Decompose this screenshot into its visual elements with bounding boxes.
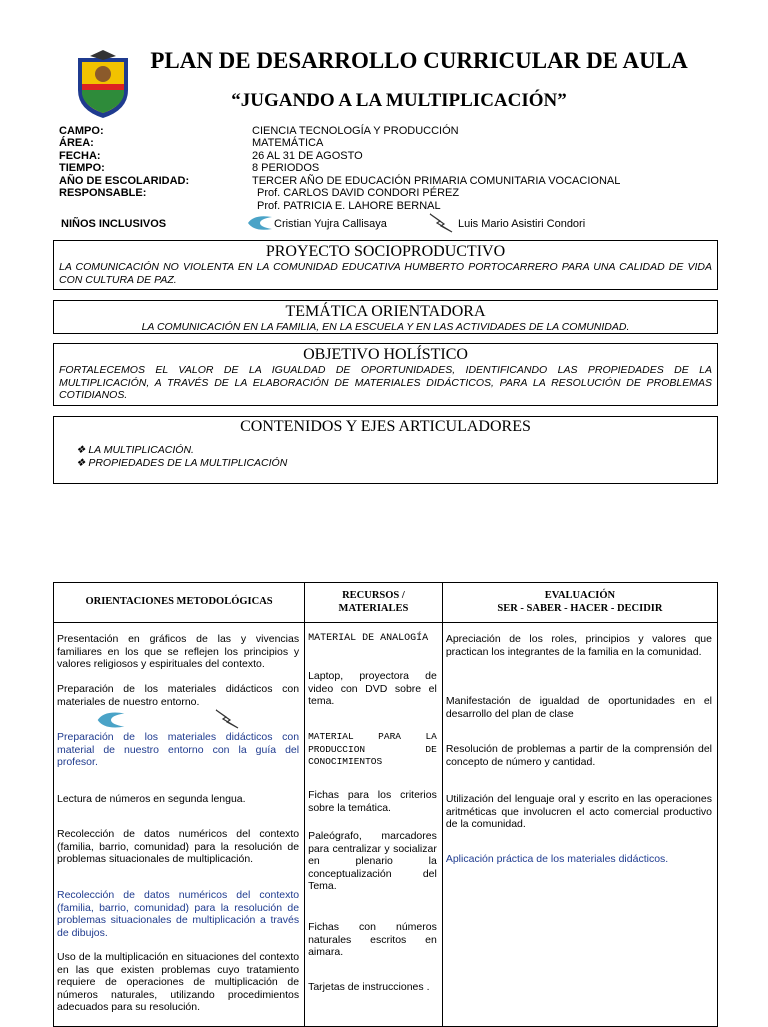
lightning-icon (214, 708, 240, 730)
header-recursos: RECURSOS / MATERIALES (305, 583, 443, 623)
anio-value: TERCER AÑO DE EDUCACIÓN PRIMARIA COMUNITARIA VOCACIONAL (252, 175, 621, 187)
recurso-2: Laptop, proyectora de video con DVD sobre el tema. (308, 670, 437, 707)
planning-table (53, 582, 718, 1027)
proyecto-text: LA COMUNICACIÓN NO VIOLENTA EN LA COMUNIDAD EDUCATIVA HUMBERTO PORTOCARRERO PARA UNA CALIDAD DE VIDA CON CULTURA DE PAZ. (59, 261, 712, 286)
evaluacion-3: Resolución de problemas a partir de la comprensión del concepto de número y cantidad. (445, 743, 712, 768)
tematica-text: LA COMUNICACIÓN EN LA FAMILIA, EN LA ESCUELA Y EN LAS ACTIVIDADES DE LA COMUNIDAD. (141, 321, 630, 333)
area-value: MATEMÁTICA (252, 137, 324, 149)
orientacion-4: Lectura de números en segunda lengua. (57, 793, 246, 805)
responsable-value-2: Prof. PATRICIA E. LAHORE BERNAL (257, 200, 441, 212)
area-label: ÁREA: (59, 137, 94, 149)
recurso-4: Fichas para los criterios sobre la temática. (308, 789, 437, 814)
recurso-3: MATERIAL PARA LA PRODUCCION DE CONOCIMIENTOS (308, 731, 437, 767)
evaluacion-4: Utilización del lenguaje oral y escrito en las operaciones aritméticas que involucren el acto comercial productivo de la comunidad. (445, 793, 712, 830)
orientacion-1: Presentación en gráficos de las y vivencias familiares en los que se reflejen los principios y valores religiosos y espirituales del contexto. (57, 633, 300, 670)
recurso-5: Paleógrafo, marcadores para centralizar y socializar en plenario la conceptualización del Tema. (308, 830, 437, 892)
responsable-value-1: Prof. CARLOS DAVID CONDORI PÉREZ (257, 187, 460, 199)
orientacion-7: Uso de la multiplicación en situaciones del contexto en las que existen problemas cuyo tratamiento requiere de operaciones de multiplicación de números naturales, utilizando procedimientos adecuados para su resolución. (57, 951, 300, 1013)
recurso-6: Fichas con números naturales escritos en aimara. (308, 921, 437, 958)
tematica-box (53, 300, 718, 334)
header-orientaciones: ORIENTACIONES METODOLÓGICAS (54, 583, 305, 623)
table-row (54, 623, 718, 1027)
table-header-row (54, 583, 718, 623)
orientacion-2: Preparación de los materiales didácticos con materiales de nuestro entorno. (57, 683, 300, 708)
recurso-1: MATERIAL DE ANALOGÍA (308, 633, 429, 644)
proyecto-heading: PROYECTO SOCIOPRODUCTIVO (265, 243, 506, 260)
tiempo-label: TIEMPO: (59, 162, 105, 174)
recurso-7: Tarjetas de instrucciones . (308, 981, 430, 993)
page-title: PLAN DE DESARROLLO CURRICULAR DE AULA (150, 48, 688, 73)
objetivo-box (53, 343, 718, 406)
moon-icon (246, 214, 274, 232)
fecha-label: FECHA: (59, 150, 101, 162)
campo-value: CIENCIA TECNOLOGÍA Y PRODUCCIÓN (252, 125, 459, 137)
contenido-item: ❖ PROPIEDADES DE LA MULTIPLICACIÓN (76, 456, 288, 469)
nino-2: Luis Mario Asistiri Condori (458, 218, 586, 230)
orientacion-6: Recolección de datos numéricos del contexto (familia, barrio, comunidad) para la resolución de problemas situacionales de multiplicación a través de dibujos. (57, 889, 300, 939)
orientaciones-cell (54, 623, 305, 1027)
evaluacion-2: Manifestación de igualdad de oportunidades en el desarrollo del plan de clase (445, 695, 712, 720)
page-subtitle: “JUGANDO A LA MULTIPLICACIÓN” (231, 90, 567, 111)
objetivo-text: FORTALECEMOS EL VALOR DE LA IGUALDAD DE OPORTUNIDADES, IDENTIFICANDO LAS PROPIEDADES DE LA MULTIPLICACIÓN, A TRAVÉS DE LA ELABORACIÓN DE MATERIALES DIDÁCTICOS, PARA LA RESOLUCIÓN DE PROBLEMAS COTIDIANOS. (59, 364, 712, 401)
evaluacion-1: Apreciación de los roles, principios y valores que practican los integrantes de la familia en la comunidad. (445, 633, 712, 658)
tiempo-value: 8 PERIODOS (252, 162, 320, 174)
header-evaluacion: EVALUACIÓN SER - SABER - HACER - DECIDIR (442, 583, 717, 623)
objetivo-heading: OBJETIVO HOLÍSTICO (303, 346, 468, 363)
bullet-icon: ❖ (76, 456, 89, 469)
orientacion-3: Preparación de los materiales didácticos con material de nuestro entorno con la guía del profesor. (57, 731, 300, 768)
evaluacion-5: Aplicación práctica de los materiales didácticos. (445, 853, 669, 865)
contenidos-heading: CONTENIDOS Y EJES ARTICULADORES (240, 418, 531, 435)
bullet-icon: ❖ (76, 444, 89, 456)
orientacion-5: Recolección de datos numéricos del contexto (familia, barrio, comunidad) para la resolución de problemas situacionales de multiplicación. (57, 828, 300, 865)
nino-1: Cristian Yujra Callisaya (274, 218, 387, 230)
contenido-item: ❖ LA MULTIPLICACIÓN. (76, 444, 194, 456)
proyecto-box (53, 240, 718, 290)
tematica-heading: TEMÁTICA ORIENTADORA (285, 303, 486, 320)
contenidos-box (53, 416, 718, 484)
campo-label: CAMPO: (59, 125, 104, 137)
evaluacion-cell (442, 623, 717, 1027)
lightning-icon (428, 212, 454, 234)
recursos-cell (305, 623, 443, 1027)
ninos-label: NIÑOS INCLUSIVOS (61, 218, 167, 230)
anio-label: AÑO DE ESCOLARIDAD: (59, 175, 190, 187)
fecha-value: 26 AL 31 DE AGOSTO (252, 150, 363, 162)
moon-icon (94, 710, 128, 730)
responsable-label: RESPONSABLE: (59, 187, 147, 199)
